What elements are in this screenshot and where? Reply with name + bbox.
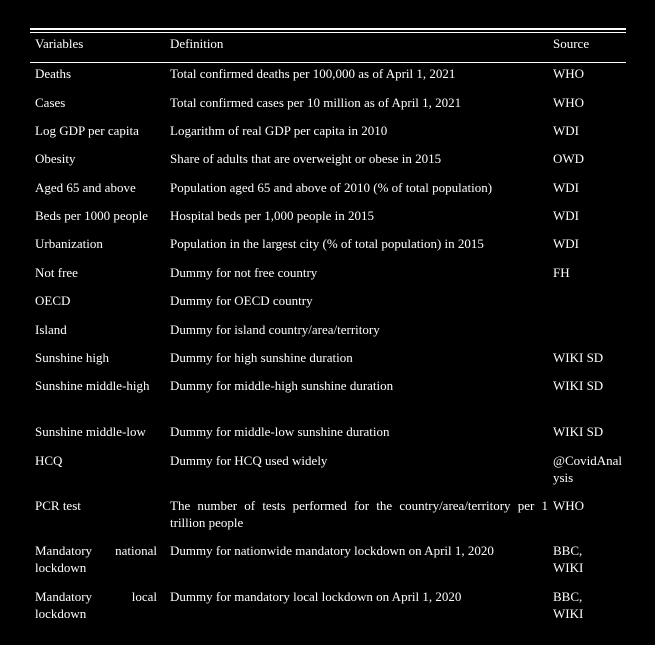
cell-variable: Urbanization [35,236,103,251]
header-definition: Definition [170,36,224,51]
cell-definition: Logarithm of real GDP per capita in 2010 [170,123,388,138]
top-rule-thin [30,32,626,33]
cell-variable: Aged 65 and above [35,180,136,195]
cell-definition: Total confirmed cases per 10 million as of April 1, 2021 [170,95,462,110]
cell-source: @CovidAnalysis [553,453,623,485]
cell-variable: Mandatory local lockdown [35,589,157,621]
header-variables: Variables [35,36,84,51]
cell-source: WHO [553,95,585,110]
cell-source: WDI [553,208,579,223]
cell-definition: Dummy for mandatory local lockdown on April 1, 2020 [170,589,462,604]
cell-variable: Beds per 1000 people [35,208,149,223]
cell-variable: Island [35,322,67,337]
cell-source: WIKI SD [553,378,604,393]
cell-variable: Sunshine middle-high [35,378,150,393]
cell-source: WDI [553,123,579,138]
cell-source: OWD [553,151,585,166]
header-rule [30,62,626,63]
cell-variable: Sunshine high [35,350,110,365]
cell-definition: Dummy for high sunshine duration [170,350,353,365]
cell-source: WDI [553,180,579,195]
cell-variable: OECD [35,293,71,308]
cell-definition: Hospital beds per 1,000 people in 2015 [170,208,374,223]
cell-variable: Deaths [35,66,72,81]
cell-definition: Population aged 65 and above of 2010 (% of total population) [170,180,493,195]
cell-variable: Obesity [35,151,76,166]
cell-variable: HCQ [35,453,63,468]
cell-definition: Dummy for middle-low sunshine duration [170,424,390,439]
cell-variable: Sunshine middle-low [35,424,146,439]
top-rule-thick [30,28,626,30]
cell-definition: Dummy for middle-high sunshine duration [170,378,394,393]
header-source: Source [553,36,590,51]
cell-source: WHO [553,498,585,513]
cell-definition: Dummy for OECD country [170,293,313,308]
cell-source: WHO [553,66,585,81]
cell-definition: Dummy for nationwide mandatory lockdown on April 1, 2020 [170,543,494,558]
cell-source: FH [553,265,570,280]
cell-source: WDI [553,236,579,251]
cell-definition: Share of adults that are overweight or obese in 2015 [170,151,442,166]
cell-variable: PCR test [35,498,81,513]
cell-definition: The number of tests performed for the country/area/territory per 1 trillion people [170,498,548,530]
cell-definition: Dummy for not free country [170,265,318,280]
cell-definition: Dummy for island country/area/territory [170,322,380,337]
cell-variable: Log GDP per capita [35,123,139,138]
cell-source: BBC, WIKI [553,543,584,575]
cell-definition: Total confirmed deaths per 100,000 as of April 1, 2021 [170,66,456,81]
cell-source: WIKI SD [553,424,604,439]
cell-definition: Population in the largest city (% of total population) in 2015 [170,236,484,251]
cell-source: BBC, WIKI [553,589,584,621]
cell-variable: Mandatory national lockdown [35,543,157,575]
cell-variable: Cases [35,95,66,110]
cell-definition: Dummy for HCQ used widely [170,453,328,468]
cell-variable: Not free [35,265,78,280]
cell-source: WIKI SD [553,350,604,365]
